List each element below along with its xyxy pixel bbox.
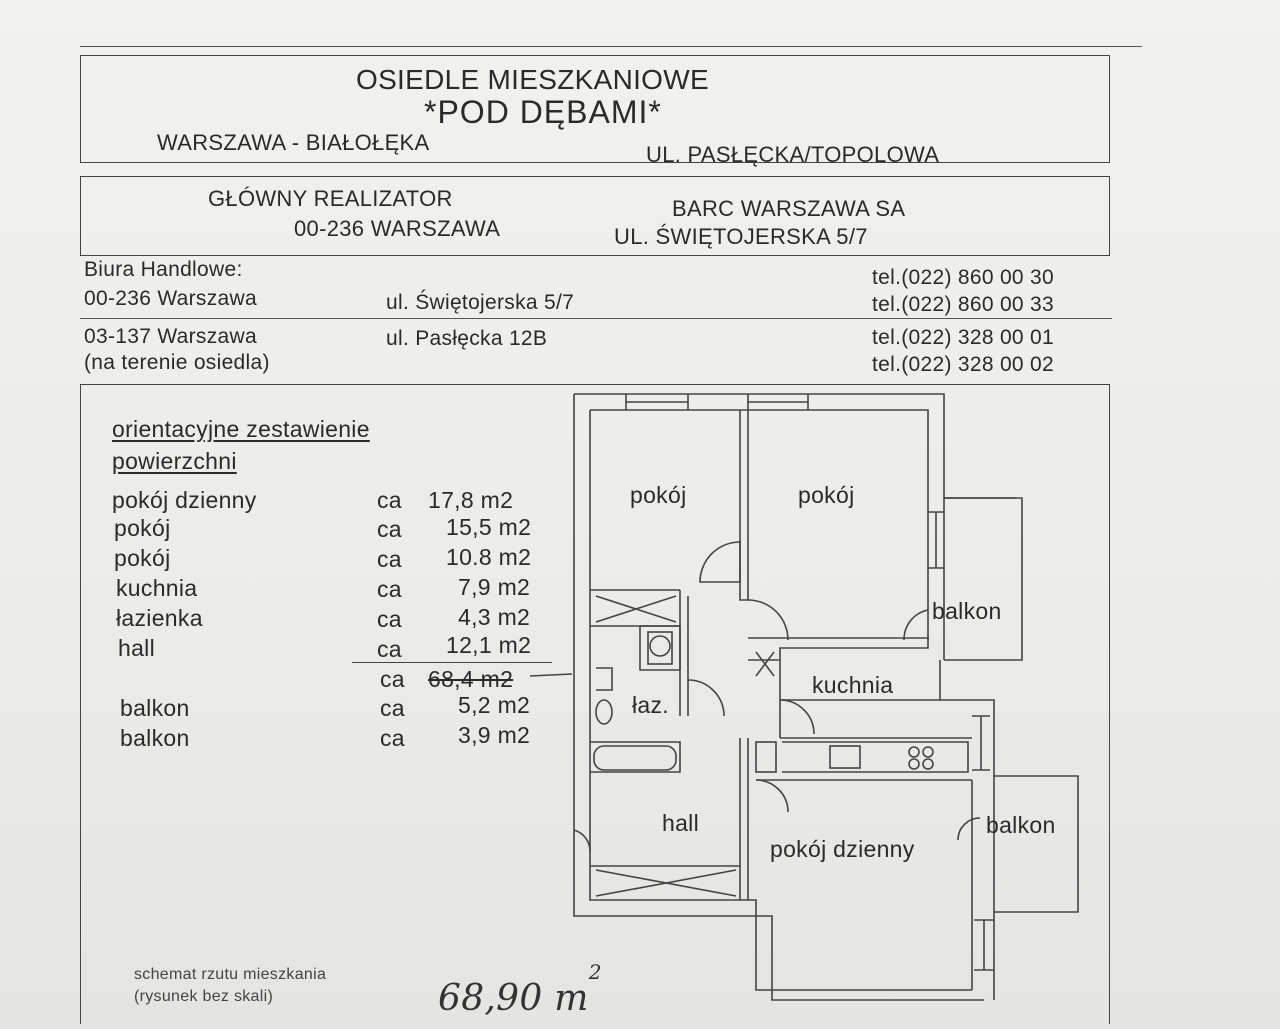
office2-note: (na terenie osiedla) xyxy=(84,351,270,374)
area-room: łazienka xyxy=(116,605,203,631)
schema-note: schemat rzutu mieszkania xyxy=(134,966,327,983)
plan-label-room: pokój xyxy=(630,482,687,508)
balcony-room: balkon xyxy=(120,725,190,751)
plan-label-kitchen: kuchnia xyxy=(812,672,894,698)
areas-heading-2: powierzchni xyxy=(112,448,237,474)
total-value: 68,4 m2 xyxy=(428,666,514,692)
handwritten-area-exponent: 2 xyxy=(588,960,602,984)
area-ca: ca xyxy=(377,516,402,542)
office1-city: 00-236 Warszawa xyxy=(84,287,257,310)
area-value: 15,5 m2 xyxy=(446,514,532,540)
plan-label-bathroom: łaz. xyxy=(632,692,669,718)
office1-street: ul. Świętojerska 5/7 xyxy=(386,291,575,314)
realizator-label: GŁÓWNY REALIZATOR xyxy=(208,186,453,211)
handwritten-area-value: 68,90 m xyxy=(438,978,589,1019)
area-value: 12,1 m2 xyxy=(446,632,532,658)
area-ca: ca xyxy=(377,576,402,602)
office2-city: 03-137 Warszawa xyxy=(84,325,257,348)
location-right: UL. PASŁĘCKA/TOPOLOWA xyxy=(646,142,940,167)
plan-label-balcony: balkon xyxy=(932,598,1002,624)
area-room: pokój xyxy=(114,515,171,541)
area-ca: ca xyxy=(377,546,402,572)
estate-name: *POD DĘBAMI* xyxy=(424,94,662,130)
area-value: 4,3 m2 xyxy=(458,604,531,630)
area-ca: ca xyxy=(377,606,402,632)
scale-note: (rysunek bez skali) xyxy=(134,988,274,1005)
area-ca: ca xyxy=(377,487,402,513)
area-ca: ca xyxy=(377,636,402,662)
area-value: 17,8 m2 xyxy=(428,487,514,513)
realizator-postcode: 00-236 WARSZAWA xyxy=(294,216,501,241)
handwritten-area xyxy=(438,960,602,1019)
offices-heading: Biura Handlowe: xyxy=(84,258,243,281)
office1-tel2: tel.(022) 860 00 33 xyxy=(872,293,1054,316)
area-room: pokój xyxy=(114,545,171,571)
office2-tel1: tel.(022) 328 00 01 xyxy=(872,326,1054,349)
realizator-company: BARC WARSZAWA SA xyxy=(672,196,906,221)
area-room: kuchnia xyxy=(116,575,198,601)
plan-label-hall: hall xyxy=(662,810,700,836)
area-value: 10.8 m2 xyxy=(446,544,532,570)
office2-tel2: tel.(022) 328 00 02 xyxy=(872,353,1054,376)
total-ca: ca xyxy=(380,666,405,692)
balcony-value: 3,9 m2 xyxy=(458,722,531,748)
balcony-value: 5,2 m2 xyxy=(458,692,531,718)
plan-label-living-room: pokój dzienny xyxy=(770,836,915,862)
area-room: pokój dzienny xyxy=(112,487,257,513)
balcony-ca: ca xyxy=(380,725,405,751)
office1-tel1: tel.(022) 860 00 30 xyxy=(872,266,1054,289)
location-left: WARSZAWA - BIAŁOŁĘKA xyxy=(157,130,430,155)
areas-heading-1: orientacyjne zestawienie xyxy=(112,416,370,442)
area-room: hall xyxy=(118,635,156,661)
realizator-street: UL. ŚWIĘTOJERSKA 5/7 xyxy=(614,224,868,249)
plan-label-room: pokój xyxy=(798,482,855,508)
estate-title: OSIEDLE MIESZKANIOWE xyxy=(356,64,709,95)
area-value: 7,9 m2 xyxy=(458,574,531,600)
plan-label-balcony: balkon xyxy=(986,812,1056,838)
balcony-room: balkon xyxy=(120,695,190,721)
office2-street: ul. Pasłęcka 12B xyxy=(386,327,548,350)
balcony-ca: ca xyxy=(380,695,405,721)
